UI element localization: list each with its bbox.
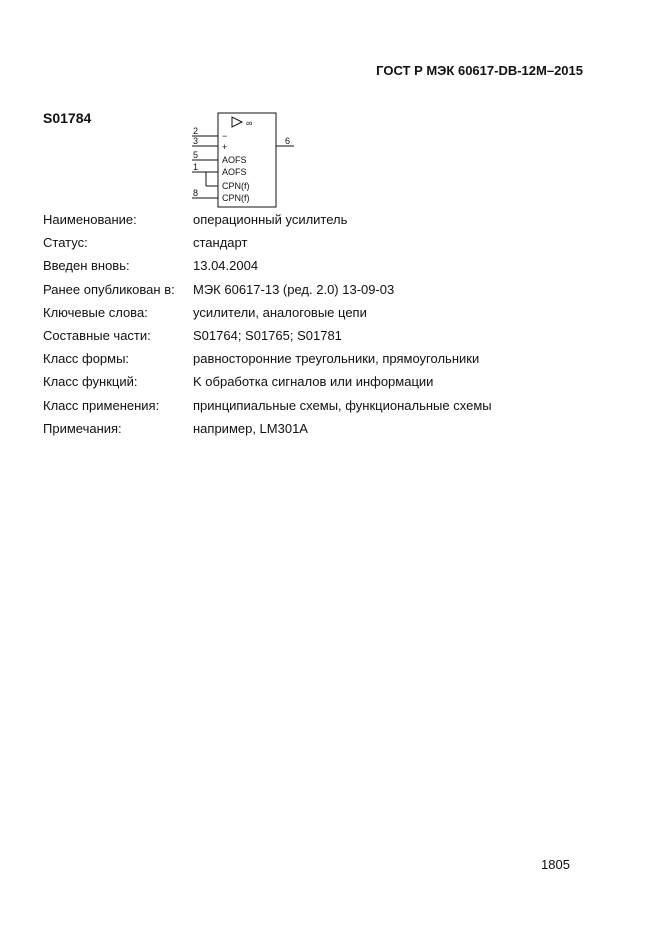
attribute-row: [43, 305, 492, 328]
page-number: 1805: [541, 857, 570, 872]
document-header: ГОСТ Р МЭК 60617-DB-12M–2015: [376, 63, 583, 78]
svg-text:−: −: [222, 131, 228, 141]
attribute-row: [43, 212, 492, 235]
attribute-label: Примечания:: [43, 420, 122, 436]
attribute-label: Наименование:: [43, 212, 137, 227]
attribute-value: S01764; S01765; S01781: [193, 327, 342, 343]
svg-text:2: 2: [193, 126, 199, 136]
attribute-value: например, LM301A: [193, 420, 308, 436]
attribute-row: [43, 282, 492, 305]
attribute-label: Класс применения:: [43, 397, 160, 413]
svg-text:CPN(f): CPN(f): [222, 181, 250, 191]
attribute-value: операционный усилитель: [193, 212, 348, 227]
attribute-value: МЭК 60617-13 (ред. 2.0) 13-09-03: [193, 281, 395, 297]
attribute-value: равносторонние треугольники, прямоугольники: [193, 351, 480, 367]
attribute-value: принципиальные схемы, функциональные схемы: [193, 397, 492, 413]
svg-text:+: +: [222, 142, 228, 152]
attribute-value: K обработка сигналов или информации: [193, 374, 434, 390]
attribute-value: стандарт: [193, 235, 248, 251]
svg-text:AOFS: AOFS: [222, 155, 247, 165]
svg-text:1: 1: [193, 162, 199, 172]
infinity-gain-icon: ∞: [246, 118, 253, 128]
attribute-label: Ключевые слова:: [43, 304, 148, 320]
svg-text:5: 5: [193, 150, 199, 160]
attribute-label: Класс формы:: [43, 351, 130, 367]
attribute-row: [43, 421, 492, 444]
attribute-row: [43, 398, 492, 421]
attribute-label: Ранее опубликован в:: [43, 281, 175, 297]
attribute-label: Статус:: [43, 235, 88, 251]
svg-text:3: 3: [193, 136, 199, 146]
attribute-value: 13.04.2004: [193, 258, 259, 274]
attribute-value: усилители, аналоговые цепи: [193, 304, 367, 320]
attribute-row: [43, 258, 492, 281]
attribute-row: [43, 328, 492, 351]
attribute-label: Составные части:: [43, 327, 151, 343]
attribute-row: [43, 235, 492, 258]
symbol-code: S01784: [43, 110, 92, 126]
attribute-row: [43, 351, 492, 374]
attribute-label: Класс функций:: [43, 374, 138, 390]
opamp-symbol-diagram: [190, 110, 300, 210]
attribute-list: [43, 212, 492, 444]
svg-text:AOFS: AOFS: [222, 167, 247, 177]
svg-text:CPN(f): CPN(f): [222, 193, 250, 203]
svg-text:8: 8: [193, 188, 199, 198]
attribute-row: [43, 374, 492, 397]
svg-text:6: 6: [285, 136, 291, 146]
attribute-label: Введен вновь:: [43, 258, 130, 274]
